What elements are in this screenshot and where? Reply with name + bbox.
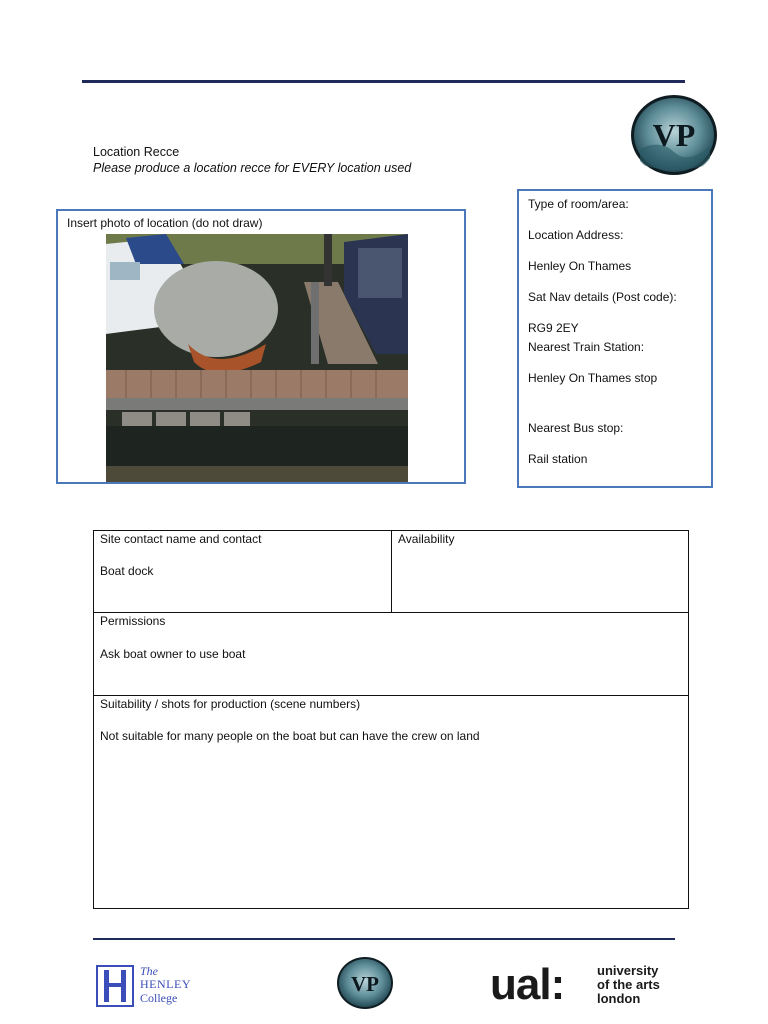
address-label: Location Address:: [528, 228, 624, 242]
bus-value: Rail station: [528, 452, 588, 466]
permissions-label: Permissions: [100, 614, 166, 628]
contact-label: Site contact name and contact: [100, 532, 262, 546]
vp-logo-text: VP: [652, 117, 696, 153]
henley-the: The: [140, 964, 158, 978]
page-title: Location Recce: [93, 145, 180, 159]
henley-h-icon: [96, 964, 136, 1008]
henley-college: College: [140, 991, 178, 1005]
availability-label: Availability: [398, 532, 455, 546]
address-value: Henley On Thames: [528, 259, 632, 273]
room-area-label: Type of room/area:: [528, 197, 629, 211]
footer-rule: [93, 938, 675, 940]
permissions-value: Ask boat owner to use boat: [100, 647, 246, 661]
page-subtitle: Please produce a location recce for EVERY location used: [93, 161, 412, 175]
footer-vp-logo: [336, 956, 394, 1010]
satnav-value: RG9 2EY: [528, 321, 579, 335]
henley-college-logo: [96, 964, 206, 1008]
ual-line-1: university: [597, 963, 659, 978]
train-label: Nearest Train Station:: [528, 340, 645, 354]
vp-logo: [630, 94, 718, 176]
suitability-cell: [93, 695, 689, 909]
location-photo: [106, 234, 408, 482]
photo-label: Insert photo of location (do not draw): [67, 216, 263, 230]
satnav-label: Sat Nav details (Post code):: [528, 290, 677, 304]
ual-mark: ual:: [490, 960, 565, 1009]
ual-line-3: london: [597, 991, 641, 1006]
top-rule: [82, 80, 685, 83]
footer-vp-text: VP: [351, 972, 379, 996]
suitability-value: Not suitable for many people on the boat but can have the crew on land: [100, 729, 480, 743]
train-value: Henley On Thames stop: [528, 371, 658, 385]
ual-line-2: of the arts: [597, 977, 660, 992]
bus-label: Nearest Bus stop:: [528, 421, 624, 435]
suitability-label: Suitability / shots for production (scene numbers): [100, 697, 361, 711]
contact-value: Boat dock: [100, 564, 154, 578]
henley-name: HENLEY: [140, 977, 191, 991]
